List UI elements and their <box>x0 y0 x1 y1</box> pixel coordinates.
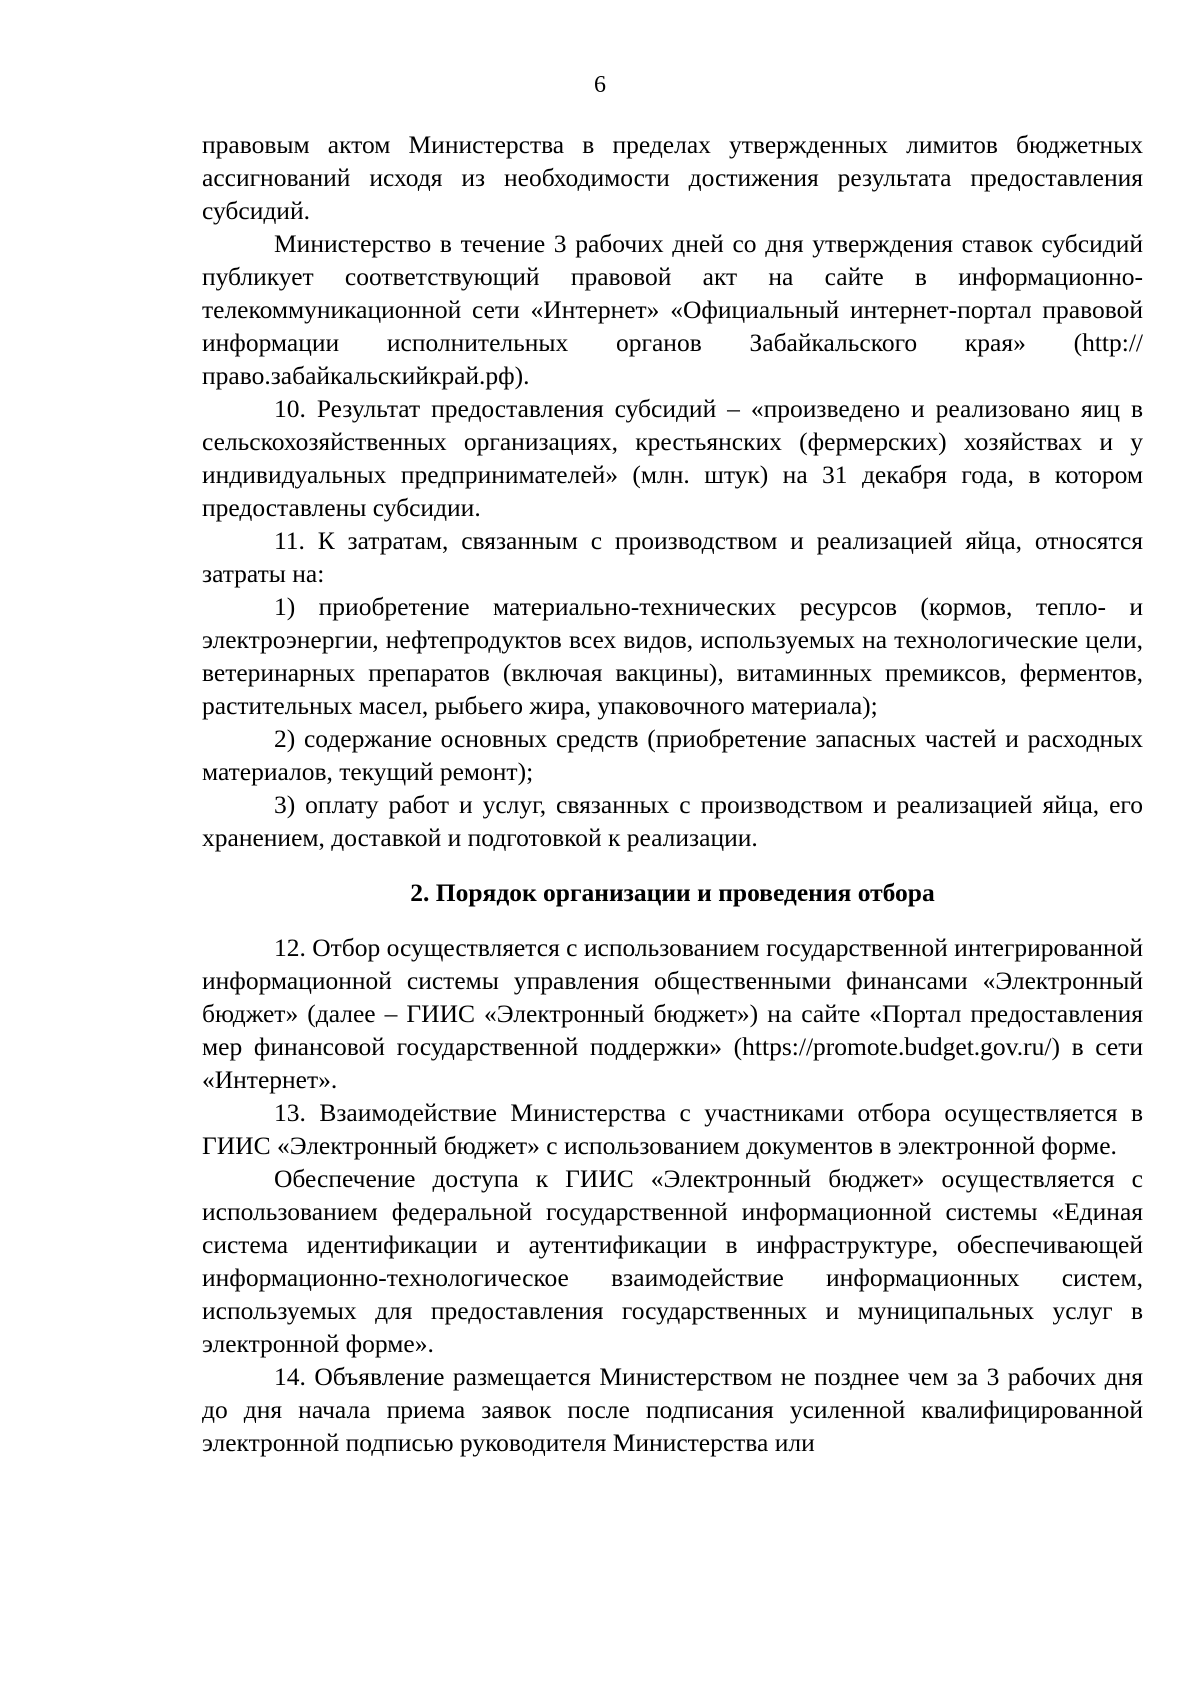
paragraph: правовым актом Министерства в пределах утвержденных лимитов бюджетных ассигнований исходя из необходимости достижения результата предоставления субсидий. <box>202 130 1143 225</box>
section-heading: 2. Порядок организации и проведения отбора <box>410 878 935 907</box>
paragraph: Министерство в течение 3 рабочих дней со дня утверждения ставок субсидий публикует соответствующий правовой акт на сайте в информационно-телекоммуникационной сети «Интернет» «Официальный интернет-портал правовой информации исполнительных органов Забайкальского края» (http://право.забайкальскийкрай.рф). <box>202 229 1143 390</box>
list-item: 2) содержание основных средств (приобретение запасных частей и расходных материалов, текущий ремонт); <box>202 724 1143 786</box>
paragraph: 10. Результат предоставления субсидий – «произведено и реализовано яиц в сельскохозяйственных организациях, крестьянских (фермерских) хозяйствах и у индивидуальных предпринимателей» (млн. штук) на 31 декабря года, в котором предоставлены субсидии. <box>202 394 1143 522</box>
list-item: 1) приобретение материально-технических ресурсов (кормов, тепло- и электроэнергии, нефтепродуктов всех видов, используемых на технологические цели, ветеринарных препаратов (включая вакцины), витаминных премиксов, ферментов, растительных масел, рыбьего жира, упаковочного материала); <box>202 592 1143 720</box>
paragraph: 13. Взаимодействие Министерства с участниками отбора осуществляется в ГИИС «Электронный бюджет» с использованием документов в электронной форме. <box>202 1098 1143 1160</box>
list-item: 3) оплату работ и услуг, связанных с производством и реализацией яйца, его хранением, доставкой и подготовкой к реализации. <box>202 790 1143 852</box>
paragraph: Обеспечение доступа к ГИИС «Электронный бюджет» осуществляется с использованием федеральной государственной информационной системы «Единая система идентификации и аутентификации в инфраструктуре, обеспечивающей информационно-технологическое взаимодействие информационных систем, используемых для предоставления государственных и муниципальных услуг в электронной форме». <box>202 1164 1143 1358</box>
paragraph: 14. Объявление размещается Министерством не позднее чем за 3 рабочих дня до дня начала приема заявок после подписания усиленной квалифицированной электронной подписью руководителя Министерства или <box>202 1362 1143 1457</box>
document-body <box>202 128 1143 1459</box>
paragraph: 11. К затратам, связанным с производством и реализацией яйца, относятся затраты на: <box>202 526 1143 588</box>
page-number: 6 <box>594 72 606 98</box>
paragraph: 12. Отбор осуществляется с использованием государственной интегрированной информационной системы управления общественными финансами «Электронный бюджет» (далее – ГИИС «Электронный бюджет») на сайте «Портал предоставления мер финансовой государственной поддержки» (https://promote.budget.gov.ru/) в сети «Интернет». <box>202 933 1144 1094</box>
